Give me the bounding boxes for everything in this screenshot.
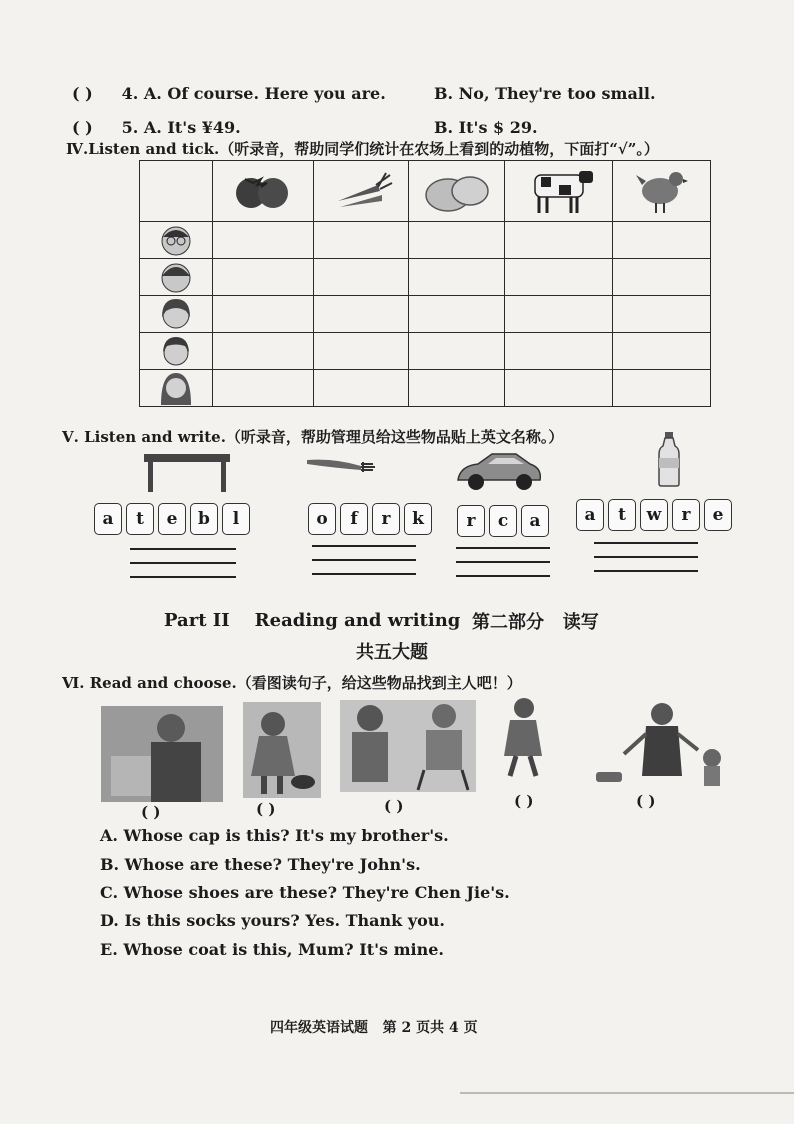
letter-boxes-car (457, 505, 549, 537)
boy-glasses-icon (140, 222, 213, 259)
letter-box: e (704, 499, 732, 531)
girl-2-icon (140, 333, 213, 370)
tick-cell[interactable] (213, 370, 314, 407)
tick-cell[interactable] (505, 259, 613, 296)
girl-icon (140, 296, 213, 333)
tick-cell[interactable] (613, 296, 711, 333)
option-b: B. No, They're too small. (434, 84, 656, 103)
tick-cell[interactable] (409, 222, 505, 259)
tick-cell[interactable] (505, 296, 613, 333)
letter-box: e (158, 503, 186, 535)
letter-box: b (190, 503, 218, 535)
letter-box: a (94, 503, 122, 535)
answer-blank-4[interactable]: ( ) (514, 792, 534, 810)
section-5-title: Ⅴ. Listen and write.（听录音，帮助管理员给这些物品贴上英文名称。） (62, 428, 564, 446)
table-icon (142, 452, 232, 494)
part-2-title: Part II Reading and writing (164, 610, 461, 631)
letter-boxes-table (94, 503, 250, 535)
letter-boxes-fork (308, 503, 432, 535)
tick-cell[interactable] (314, 333, 409, 370)
tick-cell[interactable] (213, 222, 314, 259)
letter-box: r (672, 499, 700, 531)
answer-blank[interactable]: ( ) (72, 84, 93, 103)
letter-box: a (521, 505, 549, 537)
girl-long-hair-icon (140, 370, 213, 407)
tick-cell[interactable] (409, 333, 505, 370)
tick-cell[interactable] (314, 259, 409, 296)
boy-icon (140, 259, 213, 296)
tick-cell[interactable] (409, 259, 505, 296)
letter-box: f (340, 503, 368, 535)
part-2-subtitle: 共五大题 (356, 642, 428, 663)
tick-cell[interactable] (505, 333, 613, 370)
answer-blank-1[interactable]: ( ) (141, 803, 161, 821)
picture-1 (101, 706, 223, 802)
tick-cell[interactable] (213, 259, 314, 296)
section-4-title: Ⅳ.Listen and tick.（听录音，帮助同学们统计在农场上看到的动植物，下面打“√”。） (66, 140, 659, 158)
tick-cell[interactable] (613, 370, 711, 407)
tick-cell[interactable] (409, 296, 505, 333)
answer-blank-3[interactable]: ( ) (384, 797, 404, 815)
tick-cell[interactable] (314, 370, 409, 407)
bottle-icon (656, 430, 682, 488)
option-d: D. Is this socks yours? Yes. Thank you. (100, 911, 445, 930)
tick-cell[interactable] (505, 222, 613, 259)
letter-box: w (640, 499, 668, 531)
picture-2 (243, 702, 321, 798)
picture-3 (340, 700, 476, 792)
tomatoes-icon (213, 161, 314, 222)
answer-blank-5[interactable]: ( ) (636, 792, 656, 810)
tick-cell[interactable] (213, 333, 314, 370)
section-6-title: Ⅵ. Read and choose.（看图读句子，给这些物品找到主人吧！） (62, 674, 522, 692)
tick-cell[interactable] (314, 296, 409, 333)
answer-blank[interactable]: ( ) (72, 118, 93, 137)
letter-box: t (608, 499, 636, 531)
option-c: C. Whose shoes are these? They're Chen Jie's. (100, 883, 510, 902)
letter-boxes-bottle (576, 499, 732, 531)
question-4: ( ) 4. A. Of course. Here you are. (72, 84, 386, 103)
option-b: B. It's $ 29. (434, 118, 538, 137)
option-a: A. Whose cap is this? It's my brother's. (100, 826, 449, 845)
option-a: A. Of course. Here you are. (143, 84, 386, 103)
write-lines-fork[interactable] (312, 545, 416, 587)
picture-5 (596, 700, 728, 792)
bottom-rule (460, 1092, 794, 1094)
question-5: ( ) 5. A. It's ¥49. (72, 118, 241, 137)
hen-icon (613, 161, 711, 222)
letter-box: a (576, 499, 604, 531)
page-footer: 四年级英语试题 第 2 页共 4 页 (270, 1020, 478, 1036)
corner-cell (140, 161, 213, 222)
car-icon (454, 450, 544, 496)
letter-box: c (489, 505, 517, 537)
write-lines-car[interactable] (456, 547, 550, 589)
letter-box: r (372, 503, 400, 535)
tick-cell[interactable] (613, 333, 711, 370)
option-b: B. Whose are these? They're John's. (100, 855, 421, 874)
potatoes-icon (409, 161, 505, 222)
carrots-icon (314, 161, 409, 222)
tick-cell[interactable] (409, 370, 505, 407)
letter-box: k (404, 503, 432, 535)
option-e: E. Whose coat is this, Mum? It's mine. (100, 940, 444, 959)
cow-icon (505, 161, 613, 222)
picture-4 (496, 696, 554, 780)
fork-icon (305, 454, 389, 478)
letter-box: r (457, 505, 485, 537)
write-lines-table[interactable] (130, 548, 236, 590)
tick-cell[interactable] (314, 222, 409, 259)
answer-blank-2[interactable]: ( ) (256, 800, 276, 818)
tick-cell[interactable] (505, 370, 613, 407)
letter-box: o (308, 503, 336, 535)
part-2-title-cn: 第二部分 读写 (472, 612, 599, 633)
letter-box: l (222, 503, 250, 535)
write-lines-bottle[interactable] (594, 542, 698, 584)
tick-cell[interactable] (613, 222, 711, 259)
tick-cell[interactable] (613, 259, 711, 296)
tick-cell[interactable] (213, 296, 314, 333)
tick-table (139, 160, 711, 407)
letter-box: t (126, 503, 154, 535)
option-a: A. It's ¥49. (143, 118, 241, 137)
